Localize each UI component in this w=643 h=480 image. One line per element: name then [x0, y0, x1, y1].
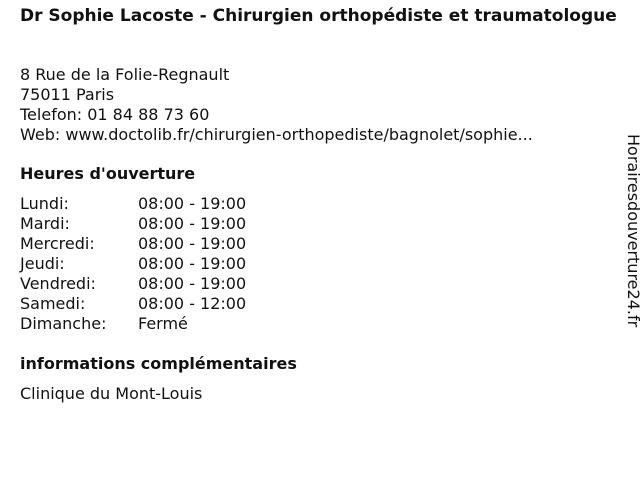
hours-row-monday	[20, 194, 320, 214]
page-title: Dr Sophie Lacoste - Chirurgien orthopédiste et traumatologue	[20, 6, 617, 26]
opening-hours-table	[20, 194, 320, 334]
hours-row-sunday	[20, 314, 320, 334]
contact-block	[20, 65, 610, 145]
additional-info-text: Clinique du Mont-Louis	[20, 384, 203, 403]
time-value: 08:00 - 19:00	[138, 274, 247, 293]
day-label: Lundi:	[20, 194, 69, 213]
opening-hours-heading: Heures d'ouverture	[20, 164, 196, 183]
day-label: Jeudi:	[20, 254, 65, 273]
day-label: Mardi:	[20, 214, 70, 233]
time-value: 08:00 - 19:00	[138, 214, 247, 233]
day-label: Vendredi:	[20, 274, 96, 293]
time-value: 08:00 - 12:00	[138, 294, 247, 313]
hours-row-tuesday	[20, 214, 320, 234]
day-label: Dimanche:	[20, 314, 107, 333]
hours-row-saturday	[20, 294, 320, 314]
time-value: 08:00 - 19:00	[138, 194, 247, 213]
hours-row-thursday	[20, 254, 320, 274]
additional-info-heading: informations complémentaires	[20, 354, 297, 373]
website-link[interactable]: Web: www.doctolib.fr/chirurgien-orthopediste/bagnolet/sophie...	[20, 125, 533, 144]
phone-number[interactable]: Telefon: 01 84 88 73 60	[20, 105, 210, 124]
site-watermark: Horairesdouverture24.fr	[624, 134, 643, 328]
hours-row-friday	[20, 274, 320, 294]
time-value: Fermé	[138, 314, 188, 333]
time-value: 08:00 - 19:00	[138, 254, 247, 273]
day-label: Samedi:	[20, 294, 86, 313]
address-street: 8 Rue de la Folie-Regnault	[20, 65, 230, 84]
address-city: 75011 Paris	[20, 85, 115, 104]
day-label: Mercredi:	[20, 234, 95, 253]
hours-row-wednesday	[20, 234, 320, 254]
time-value: 08:00 - 19:00	[138, 234, 247, 253]
